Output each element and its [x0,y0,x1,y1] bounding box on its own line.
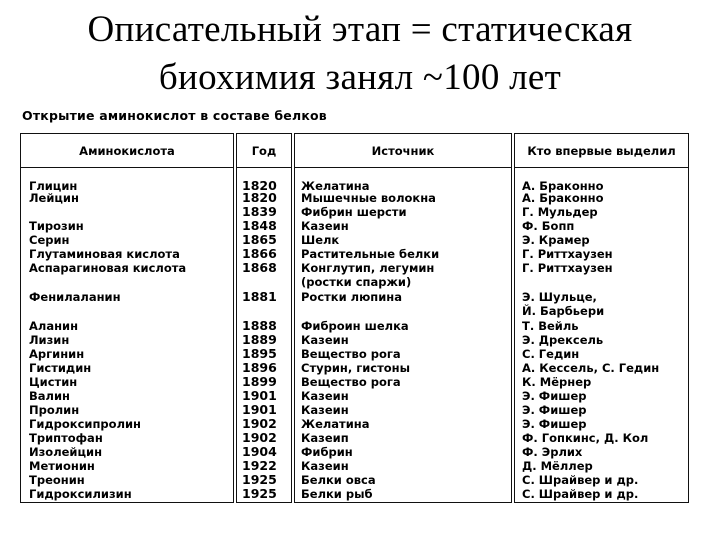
year-cell: 1902 [242,430,277,445]
year-cell: 1902 [242,416,277,431]
source-cell: Фиброин шелка [301,319,409,333]
year-cell: 1922 [242,458,277,473]
discoverer-cell: Э. Фишер [522,389,587,403]
source-cell: Фибрин шерсти [301,205,407,219]
year-cell: 1868 [242,260,277,275]
source-cell: Казеин [301,403,349,417]
year-cell: 1866 [242,246,277,261]
discoverer-cell: Э. Фишер [522,417,587,431]
amino-acid-cell: Аланин [29,319,79,333]
amino-acid-cell: Триптофан [29,431,103,445]
amino-acid-cell: Лейцин [29,191,79,205]
source-cell: Ростки люпина [301,290,402,304]
discoverer-cell: С. Гедин [522,347,580,361]
discoverer-cell: Э. Шульце, [522,290,597,304]
year-cell: 1848 [242,218,277,233]
source-cell: Желатина [301,417,370,431]
discoverer-cell: Ф. Бопп [522,219,575,233]
year-cell: 1820 [242,178,277,193]
slide-title-line-2: биохимия занял ~100 лет [158,57,562,98]
discoverer-cell: Э. Крамер [522,233,590,247]
amino-acid-cell: Цистин [29,375,78,389]
year-cell: 1925 [242,472,277,487]
source-cell: Казеин [301,459,349,473]
source-cell: Казеип [301,431,349,445]
source-cell: (ростки спаржи) [301,275,412,289]
discoverer-cell: Г. Риттхаузен [522,247,613,261]
source-cell: Белки овса [301,473,376,487]
year-cell: 1895 [242,346,277,361]
amino-acid-cell: Глутаминовая кислота [29,247,180,261]
year-cell: 1839 [242,204,277,219]
year-cell: 1904 [242,444,277,459]
discoverer-cell: А. Браконно [522,191,604,205]
source-cell: Казеин [301,389,349,403]
discoverer-cell: Д. Мёллер [522,459,593,473]
amino-acid-table [20,133,689,503]
discoverer-cell: Й. Барбьери [522,304,605,318]
source-cell: Белки рыб [301,487,373,501]
year-cell: 1881 [242,289,277,304]
year-cell: 1901 [242,402,277,417]
source-column [294,133,512,503]
source-cell: Фибрин [301,445,353,459]
source-header: Источник [295,134,511,168]
amino-acid-cell: Валин [29,389,70,403]
discoverer-cell: Э. Фишер [522,403,587,417]
year-header: Год [237,134,291,168]
year-cell: 1865 [242,232,277,247]
amino-acid-cell: Метионин [29,459,95,473]
source-cell: Конглутип, легумин [301,261,435,275]
discoverer-cell: Г. Мульдер [522,205,598,219]
source-cell: Растительные белки [301,247,440,261]
discoverer-cell: Ф. Гопкинс, Д. Кол [522,431,649,445]
amino-acid-cell: Лизин [29,333,70,347]
amino-acid-cell: Гистидин [29,361,92,375]
source-cell: Казеин [301,333,349,347]
discoverer-cell: Т. Вейль [522,319,579,333]
discoverer-cell: С. Шрайвер и др. [522,473,639,487]
year-cell: 1901 [242,388,277,403]
year-cell: 1899 [242,374,277,389]
table-caption: Открытие аминокислот в составе белков [22,108,327,123]
discoverer-cell: Ф. Эрлих [522,445,583,459]
source-cell: Стурин, гистоны [301,361,411,375]
discoverer-cell: К. Мёрнер [522,375,592,389]
year-cell: 1888 [242,318,277,333]
amino-acid-cell: Треонин [29,473,85,487]
year-column [236,133,292,503]
discoverer-header: Кто впервые выделил [515,134,688,168]
source-cell: Вещество рога [301,375,401,389]
amino-acid-cell: Глицин [29,179,78,193]
source-cell: Желатина [301,179,370,193]
amino-acid-cell: Тирозин [29,219,84,233]
amino-acid-cell: Пролин [29,403,80,417]
discoverer-cell: С. Шрайвер и др. [522,487,639,501]
amino-acid-cell: Аргинин [29,347,85,361]
discoverer-cell: А. Кессель, С. Гедин [522,361,660,375]
amino-acid-cell: Аспарагиновая кислота [29,261,187,275]
amino-acid-cell: Изолейцин [29,445,103,459]
amino-acid-cell: Гидроксипролин [29,417,141,431]
slide-title [0,6,720,102]
source-cell: Мышечные волокна [301,191,436,205]
discoverer-cell: А. Браконно [522,179,604,193]
source-cell: Вещество рога [301,347,401,361]
slide-title-line-1: Описательный этап = статическая [87,9,633,50]
source-cell: Шелк [301,233,340,247]
amino-acid-cell: Фенилаланин [29,290,121,304]
discoverer-cell: Э. Дрексель [522,333,604,347]
amino-acid-column [20,133,234,503]
source-cell: Казеин [301,219,349,233]
year-cell: 1889 [242,332,277,347]
year-cell: 1820 [242,190,277,205]
amino-acid-header: Аминокислота [21,134,233,168]
year-cell: 1925 [242,486,277,501]
amino-acid-cell: Серин [29,233,70,247]
discoverer-column [514,133,689,503]
year-cell: 1896 [242,360,277,375]
discoverer-cell: Г. Риттхаузен [522,261,613,275]
amino-acid-cell: Гидроксилизин [29,487,132,501]
